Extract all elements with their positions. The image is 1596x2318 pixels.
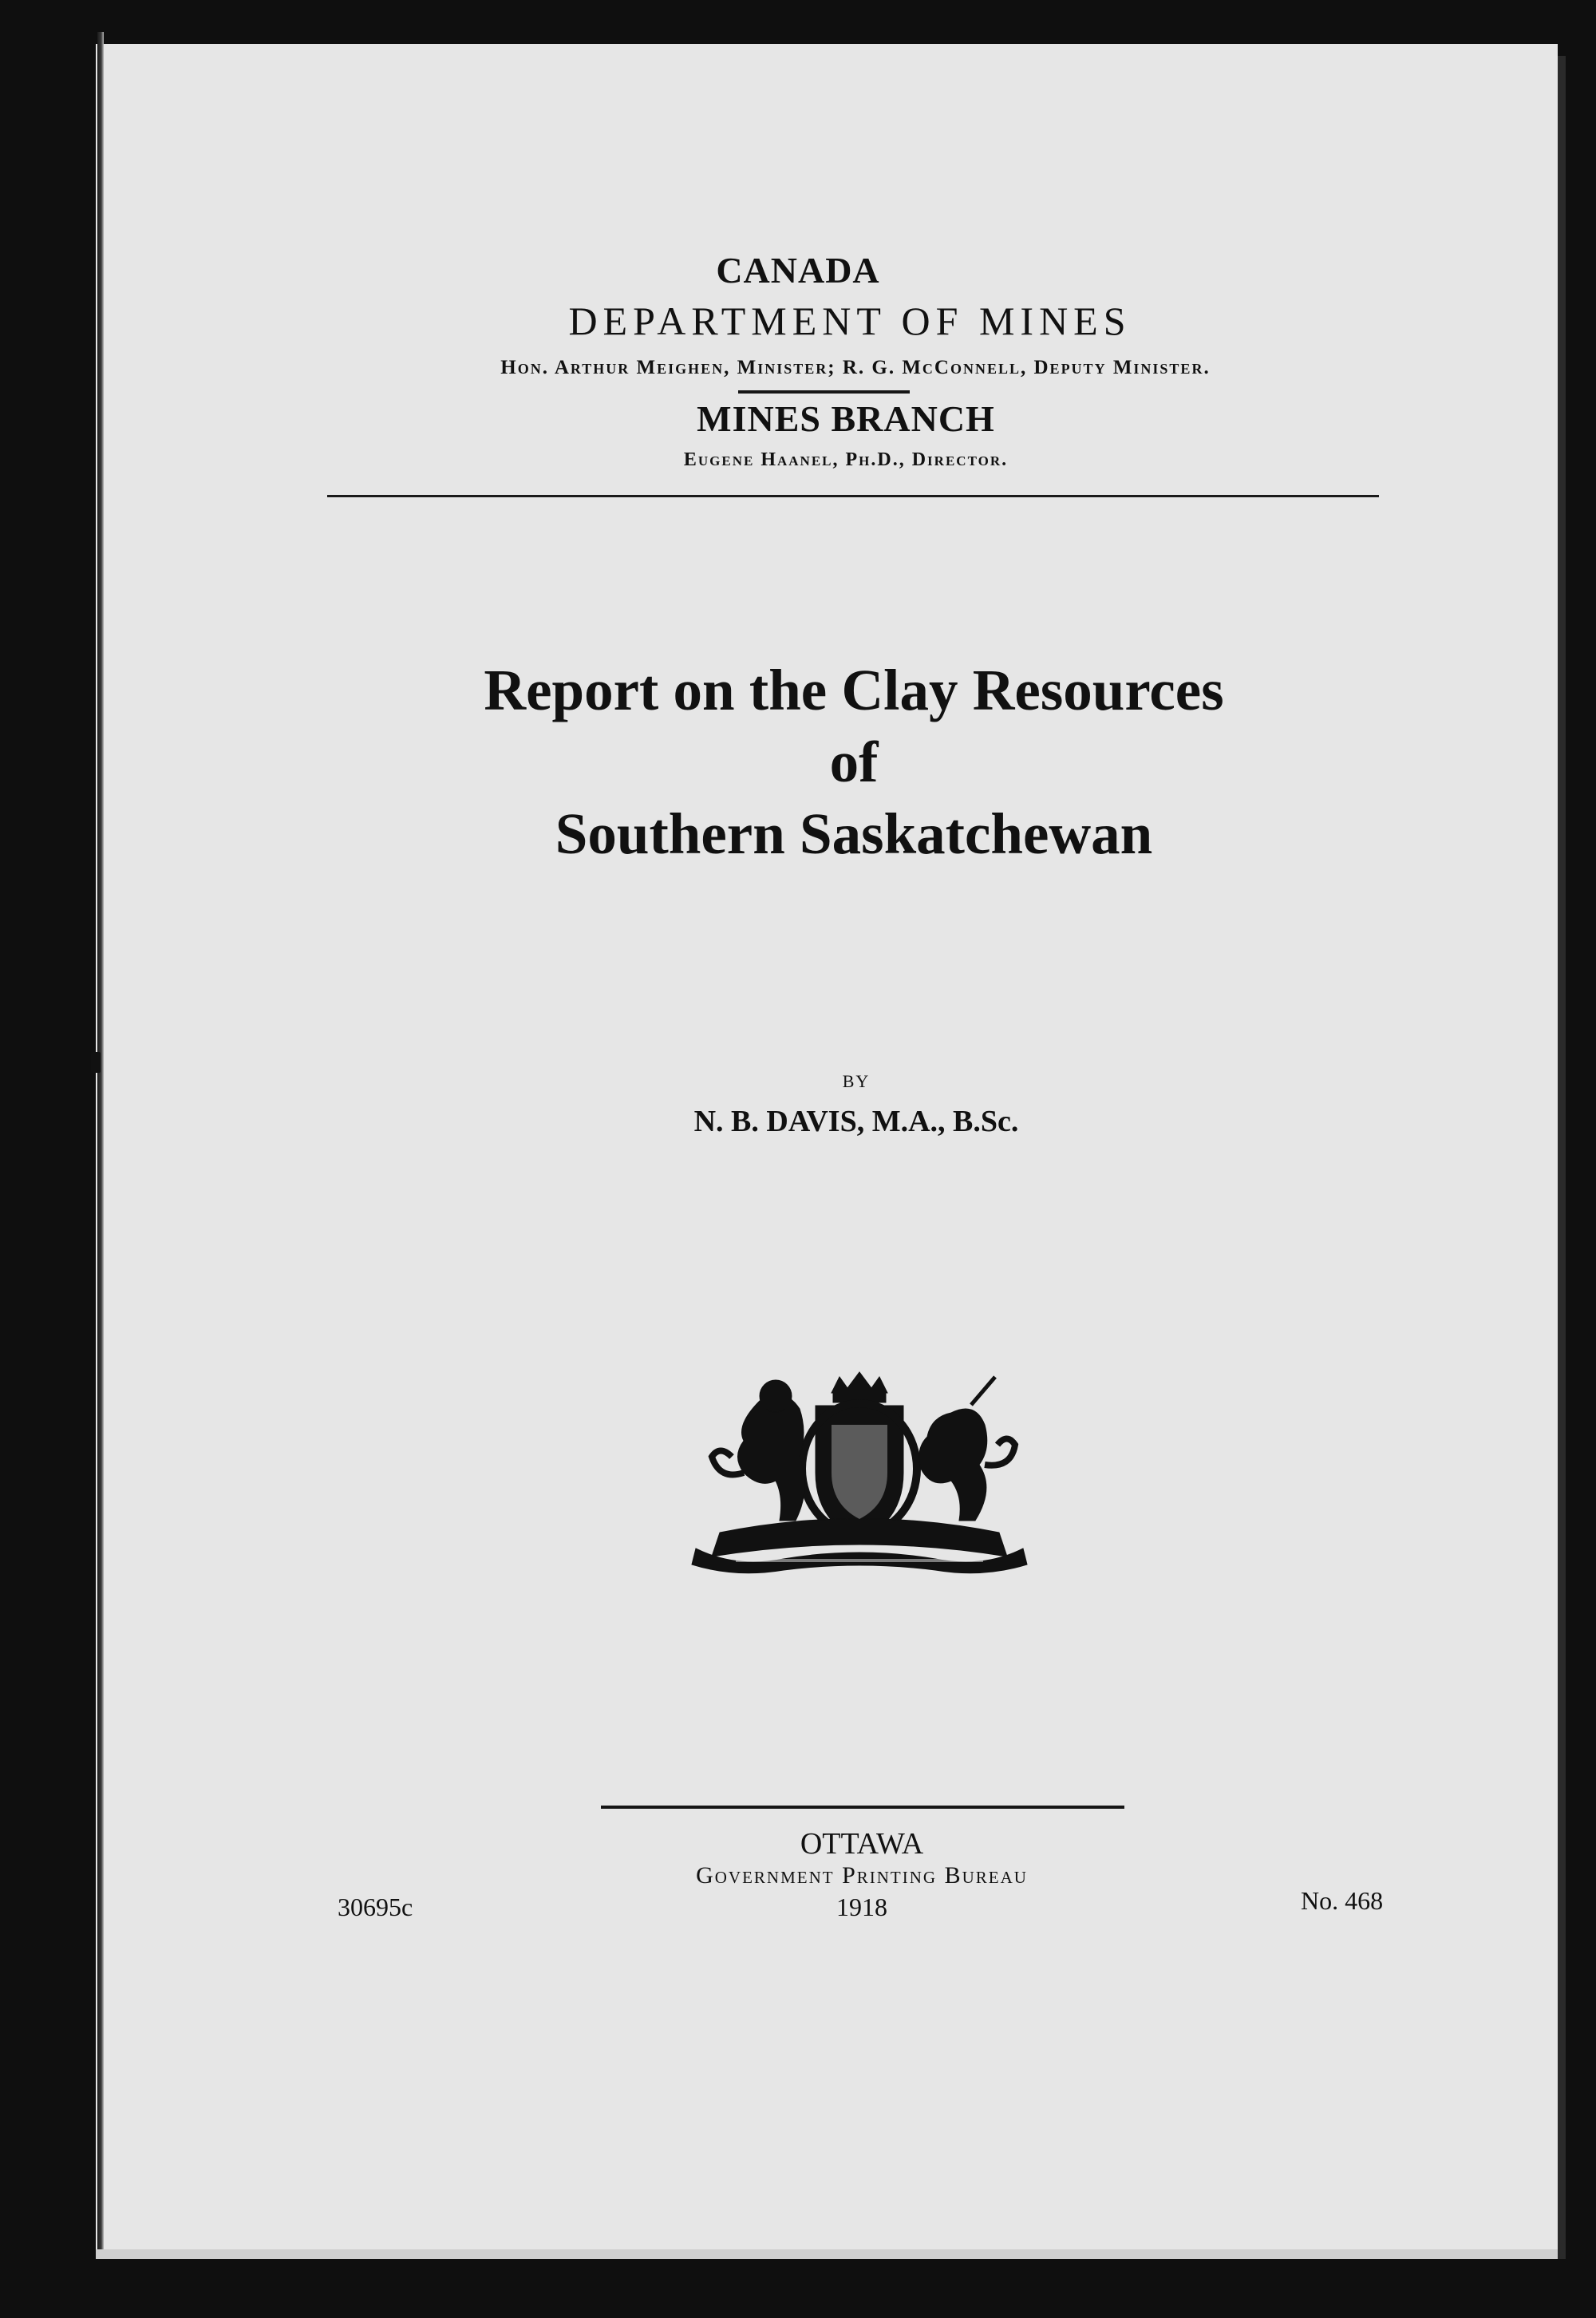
- department-heading: DEPARTMENT OF MINES: [568, 299, 1132, 343]
- imprint-printer: Government Printing Bureau: [696, 1862, 1028, 1889]
- branch-heading: MINES BRANCH: [697, 398, 995, 439]
- report-number: No. 468: [1301, 1886, 1384, 1915]
- print-code: 30695c: [338, 1893, 413, 1921]
- officials-line: Hon. Arthur Meighen, Minister; R. G. McConnell, Deputy Minister.: [500, 357, 1211, 378]
- report-title: [56, 655, 1596, 870]
- director-line: Eugene Haanel, Ph.D., Director.: [683, 449, 1009, 470]
- imprint-divider: [601, 1806, 1124, 1809]
- imprint-city: OTTAWA: [800, 1827, 924, 1861]
- report-title-line-3: Southern Saskatchewan: [555, 801, 1153, 866]
- page-bottom-edge: [96, 2249, 1558, 2259]
- royal-coat-of-arms-icon: [688, 1369, 1031, 1576]
- author-name: N. B. DAVIS, M.A., B.Sc.: [693, 1105, 1019, 1138]
- report-title-line-2: of: [829, 730, 879, 794]
- binding-mark: [91, 1052, 101, 1073]
- header-divider-long: [327, 495, 1379, 497]
- byline-by: BY: [842, 1071, 871, 1091]
- page-edge-shadow: [1558, 56, 1566, 2259]
- header-divider-short: [738, 390, 910, 394]
- imprint-year: 1918: [836, 1893, 887, 1921]
- report-title-line-1: Report on the Clay Resources: [484, 658, 1224, 722]
- country-heading: CANADA: [716, 250, 880, 291]
